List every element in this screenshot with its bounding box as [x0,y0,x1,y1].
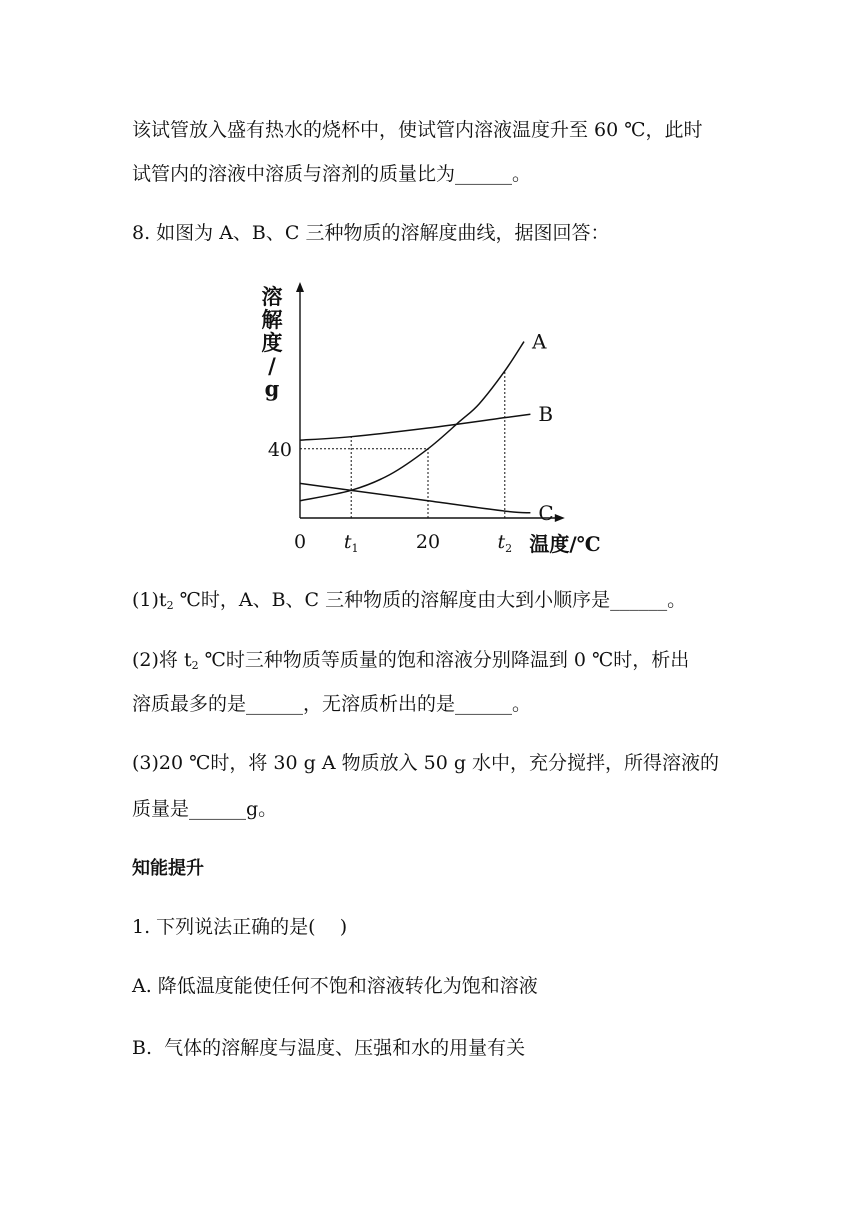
option-b: B. 气体的溶解度与温度、压强和水的用量有关 [132,1037,526,1059]
solubility-chart [250,278,610,558]
part1-subscript: 2 [166,599,174,612]
y-axis-label-char-0: 溶 [261,284,283,309]
x-tick-label-2: 20 [415,531,441,553]
y-axis-arrow [296,282,304,292]
question-8-part-2 [132,648,689,678]
series-b-curve [300,414,530,440]
part2-text: ℃时三种物质等质量的饱和溶液分别降温到 0 ℃时，析出 [198,649,690,671]
x-tick-label-3: $t_2$ [497,531,513,555]
y-axis-label-char-4: g [264,376,280,401]
x-axis-label: 温度/℃ [529,532,601,556]
series-a-label: A [532,329,547,354]
series-c-curve [300,483,530,512]
section-heading: 知能提升 [132,858,204,879]
part2-prefix: (2)将 t [132,649,192,671]
y-axis-label-char-1: 解 [261,307,283,332]
question-1: 1. 下列说法正确的是( ) [132,916,348,938]
question-8-part-3: (3)20 ℃时，将 30 g A 物质放入 50 g 水中，充分搅拌，所得溶液的 [132,752,720,774]
y-tick-label-0: 40 [267,438,292,461]
part2-subscript: 2 [191,659,199,672]
part1-text: ℃时，A、B、C 三种物质的溶解度由大到小顺序是______。 [173,589,687,611]
question-8-part-2-line-2: 溶质最多的是______，无溶质析出的是______。 [132,693,532,715]
x-tick-label-0: 0 [293,531,307,553]
series-a-curve [300,342,524,501]
series-c-label: C [538,500,554,525]
text-line-2: 试管内的溶液中溶质与溶剂的质量比为______。 [132,163,532,185]
y-axis-label-char-3: / [268,353,276,378]
x-axis-arrow [555,514,565,522]
question-8-part-1 [132,588,686,618]
x-tick-label-1: $t_1$ [343,531,359,555]
part1-prefix: (1)t [132,589,167,611]
text-line-1: 该试管放入盛有热水的烧杯中，使试管内溶液温度升至 60 ℃，此时 [132,119,703,141]
option-a: A. 降低温度能使任何不饱和溶液转化为饱和溶液 [132,975,538,997]
series-b-label: B [538,402,554,427]
question-8: 8. 如图为 A、B、C 三种物质的溶解度曲线，据图回答： [132,222,610,244]
question-8-part-3-line-2: 质量是______g。 [132,798,278,820]
y-axis-label-char-2: 度 [261,330,283,355]
